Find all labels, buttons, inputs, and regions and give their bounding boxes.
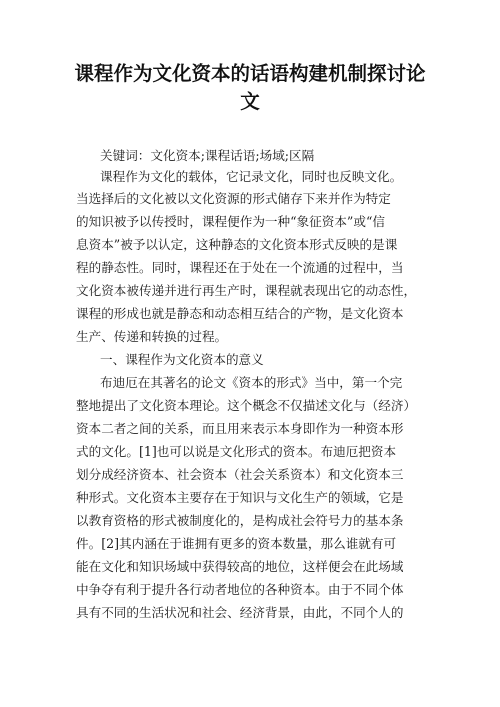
keywords-line: 关键词：文化资本;课程话语;场域;区隔 [100,148,315,163]
paragraph-line: 整地提出了文化资本理论。这个概念不仅描述文化与（经济） [76,398,417,413]
document-title [62,60,438,116]
paragraph-line: 息资本”被予以认定，这种静态的文化资本形式反映的是课 [76,237,398,252]
title-line-1: 课程作为文化资本的话语构建机制探讨论 [74,62,426,85]
paragraph-line: 以教育资格的形式被制度化的，是构成社会符号力的基本条 [76,513,404,528]
paragraph-line: 文化资本被传递并进行再生产时，课程就表现出它的动态性， [76,283,417,298]
paragraph-line: 能在文化和知识场域中获得较高的地位，这样便会在此场域 [76,559,404,574]
paragraph-line: 资本二者之间的关系，而且用来表示本身即作为一种资本形 [76,421,404,436]
paragraph-line: 课程的形成也就是静态和动态相互结合的产物，是文化资本 [76,306,404,321]
paragraph-line: 具有不同的生活状况和社会、经济背景，由此，不同个人的 [76,605,404,620]
paragraph-line: 课程作为文化的载体，它记录文化，同时也反映文化。 [100,169,403,184]
paragraph-line: 布迪厄在其著名的论文《资本的形式》当中，第一个完 [100,375,403,390]
paragraph-line: 的知识被予以传授时，课程便作为一种“象征资本”或“信 [76,214,385,229]
paragraph-line: 种形式。文化资本主要存在于知识与文化生产的领域，它是 [76,490,404,505]
paragraph-line: 当选择后的文化被以文化资源的形式储存下来并作为特定 [76,191,391,206]
section-heading: 一、课程作为文化资本的意义 [100,352,264,367]
paragraph-line: 中争夺有利于提升各行动者地位的各种资本。由于不同个体 [76,582,404,597]
paragraph-line: 划分成经济资本、社会资本（社会关系资本）和文化资本三 [76,467,404,482]
paragraph-line: 式的文化。[1]也可以说是文化形式的资本。布迪厄把资本 [76,444,397,459]
paragraph-line: 生产、传递和转换的过程。 [76,329,228,344]
paragraph-line: 件。[2]其内涵在于谁拥有更多的资本数量，那么谁就有可 [76,536,397,551]
title-line-2: 文 [240,90,260,113]
paragraph-line: 程的静态性。同时，课程还在于处在一个流通的过程中，当 [76,260,404,275]
